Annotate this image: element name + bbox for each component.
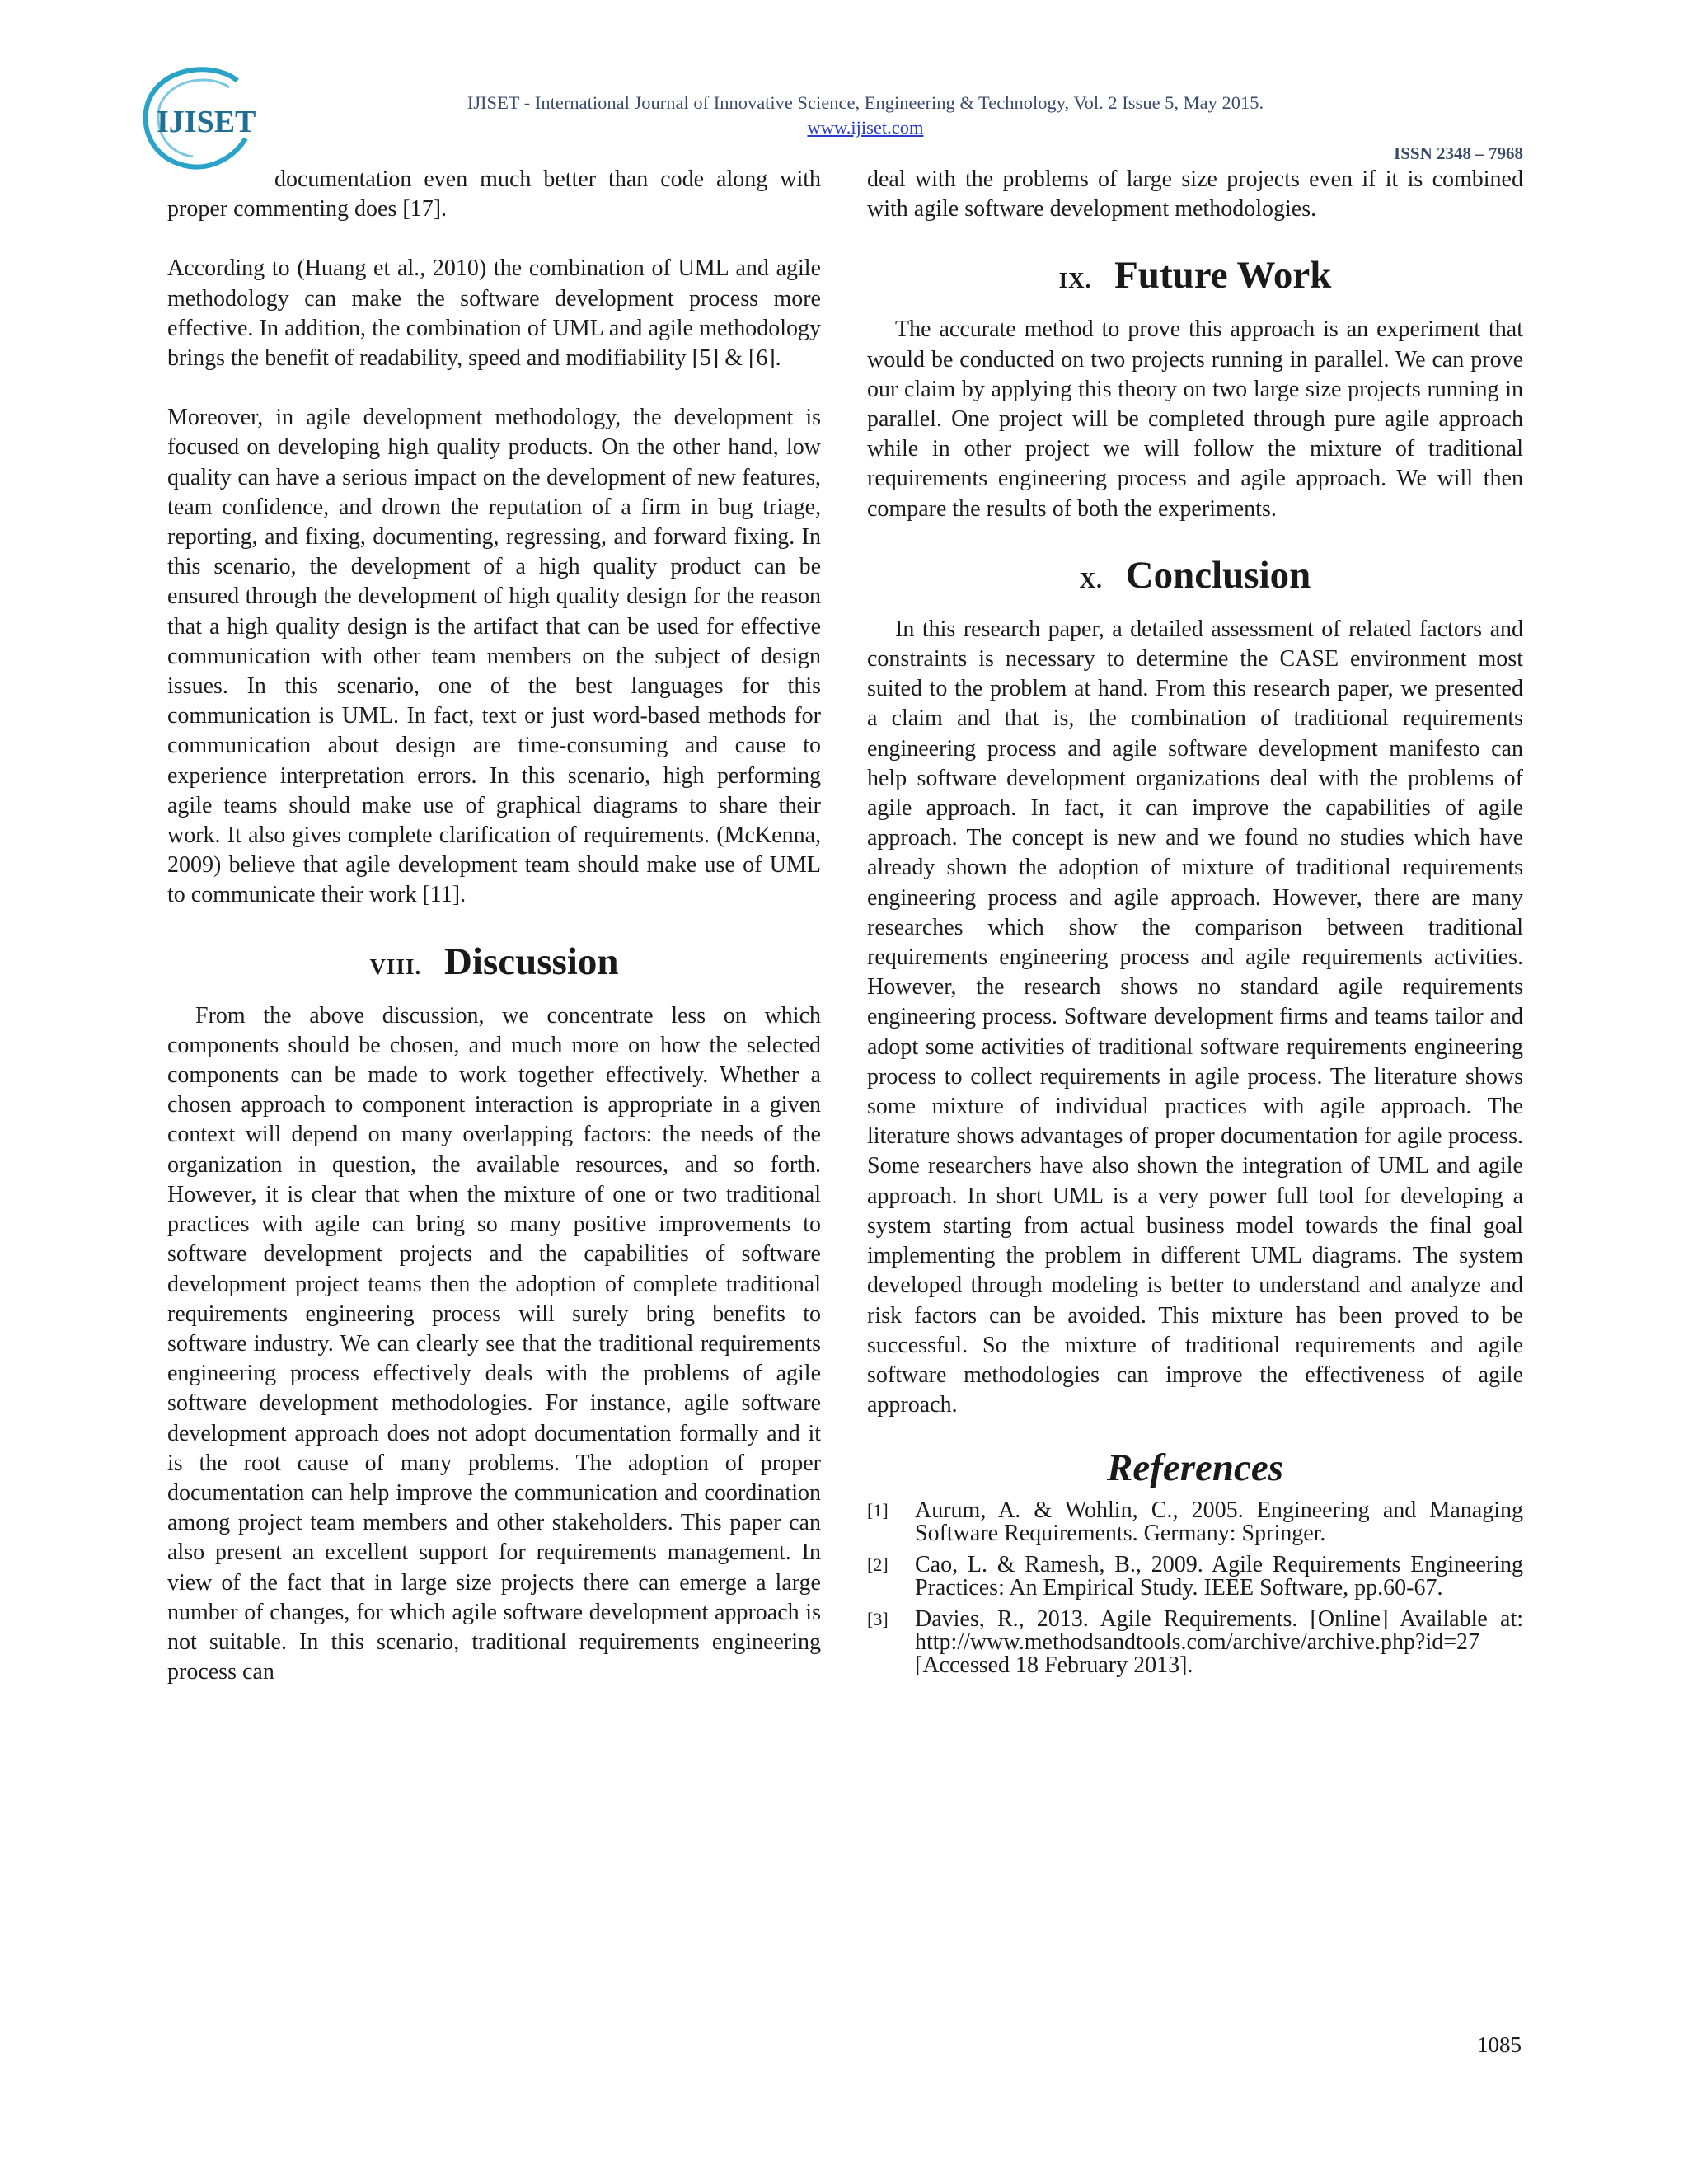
reference-number: [2] (867, 1554, 889, 1576)
reference-text: Davies, R., 2013. Agile Requirements. [Online] Available at: http://www.methodsandtools.com/archive/archive.php?id=27 [Accessed 18 February 2013]. (915, 1606, 1523, 1679)
paragraph-documentation: documentation even much better than code along with proper commenting does [17]. (167, 166, 821, 223)
conclusion-heading (867, 552, 1523, 603)
left-column (167, 165, 821, 1687)
ijiset-logo (138, 64, 262, 171)
svg-text:IJISET: IJISET (157, 105, 256, 139)
right-column (867, 165, 1523, 1677)
reference-text: Cao, L. & Ramesh, B., 2009. Agile Requirements Engineering Practices: An Empirical Study. IEEE Software, pp.60-67. (915, 1552, 1523, 1601)
reference-text: Aurum, A. & Wohlin, C., 2005. Engineering and Managing Software Requirements. Germany: Springer. (915, 1497, 1523, 1547)
discussion-number: VIII. (369, 954, 422, 979)
paragraph-huang: According to (Huang et al., 2010) the combination of UML and agile methodology can make the software development process more effective. In addition, the combination of UML and agile methodology brings the benefit of readability, speed and modifiability [5] & [6]. (167, 255, 821, 372)
paragraph-discussion: From the above discussion, we concentrate less on which components should be chosen, and much more on how the selected components can be made to work together effectively. Whether a chosen approach to component interaction is appropriate in a given context will depend on many overlapping factors: the needs of the organization in question, the available resources, and so forth. However, it is clear that when the mixture of one or two traditional practices with agile can bring so many positive improvements to software development projects and the capabilities of software development project teams then the adoption of complete traditional requirements engineering process will surely bring benefits to software industry. We can clearly see that the traditional requirements engineering process effectively deals with the problems of agile software development methodologies. For instance, agile software development approach does not adopt documentation formally and it is the root cause of many problems. The adoption of proper documentation can help improve the communication and coordination among project team members and other stakeholders. This paper can also present an excellent support for requirements management. In view of the fact that in large size projects there can emerge a large number of changes, for which agile software development approach is not suitable. In this scenario, traditional requirements engineering process can (167, 1002, 821, 1685)
journal-url-link[interactable]: www.ijiset.com (807, 117, 924, 138)
discussion-heading (167, 939, 821, 990)
references-heading: References (1106, 1446, 1284, 1490)
paragraph-moreover: Moreover, in agile development methodology, the development is focused on developing high quality products. On the other hand, low quality can have a serious impact on the development of new features, team confidence, and drown the reputation of a firm in bug triage, reporting, and fixing, documenting, regressing, and forward fixing. In this scenario, the development of a high quality product can be ensured through the development of high quality design for the reason that a high quality design is the artifact that can be used for effective communication with other team members on the subject of design issues. In this scenario, one of the best languages for this communication is UML. In fact, text or just word-based methods for communication about design are time-consuming and cause to experience interpretation errors. In this scenario, high performing agile teams should make use of graphical diagrams to share their work. It also gives complete clarification of requirements. (McKenna, 2009) believe that agile development team should make use of UML to communicate their work [11]. (167, 405, 821, 908)
reference-item (867, 1554, 1523, 1600)
page-number: 1085 (1477, 2032, 1522, 2057)
reference-number: [3] (867, 1609, 889, 1630)
reference-item (867, 1499, 1523, 1545)
conclusion-title: Conclusion (1125, 553, 1311, 597)
discussion-title: Discussion (443, 940, 619, 983)
conclusion-number: X. (1079, 567, 1103, 593)
future-work-title: Future Work (1114, 254, 1332, 298)
paragraph-conclusion: In this research paper, a detailed assessment of related factors and constraints is necessary to determine the CASE environment most suited to the problem at hand. From this research paper, we presented a claim and that is, the combination of traditional requirements engineering process and agile software development manifesto can help software development organizations deal with the problems of agile approach. In fact, it can improve the capabilities of agile approach. The concept is new and we found no studies which have already shown the adoption of mixture of traditional requirements engineering process and agile approach. However, there are many researches which show the comparison between traditional requirements engineering process and agile requirements activities. However, the research shows no standard agile requirements engineering process. Software development firms and teams tailor and adopt some activities of traditional software requirements engineering process to collect requirements in agile process. The literature shows some mixture of individual practices with agile approach. The literature shows advantages of proper documentation for agile process. Some researchers have also shown the integration of UML and agile approach. In short UML is a very power full tool for developing a system starting from actual business model towards the final goal implementing the problem in different UML diagrams. The system developed through modeling is better to understand and analyze and risk factors can be avoided. This mixture has been proved to be successful. So the mixture of traditional requirements and agile software methodologies can improve the effectiveness of agile approach. (867, 616, 1523, 1418)
issn-label: ISSN 2348 – 7968 (1394, 143, 1523, 163)
reference-item (867, 1608, 1523, 1677)
future-work-number: IX. (1058, 268, 1092, 293)
paragraph-continuation: deal with the problems of large size projects even if it is combined with agile software development methodologies. (867, 166, 1523, 223)
paragraph-future-work: The accurate method to prove this approach is an experiment that would be conducted on two projects running in parallel. We can prove our claim by applying this theory on two large size projects running in parallel. One project will be completed through pure agile approach while in other project we will follow the mixture of traditional requirements engineering process and agile approach. We will then compare the results of both the experiments. (867, 316, 1523, 522)
future-work-heading (867, 252, 1523, 303)
journal-header: IJISET - International Journal of Innovative Science, Engineering & Technology, Vol. 2 Issue 5, May 2015. (467, 92, 1264, 113)
reference-number: [1] (867, 1500, 889, 1521)
